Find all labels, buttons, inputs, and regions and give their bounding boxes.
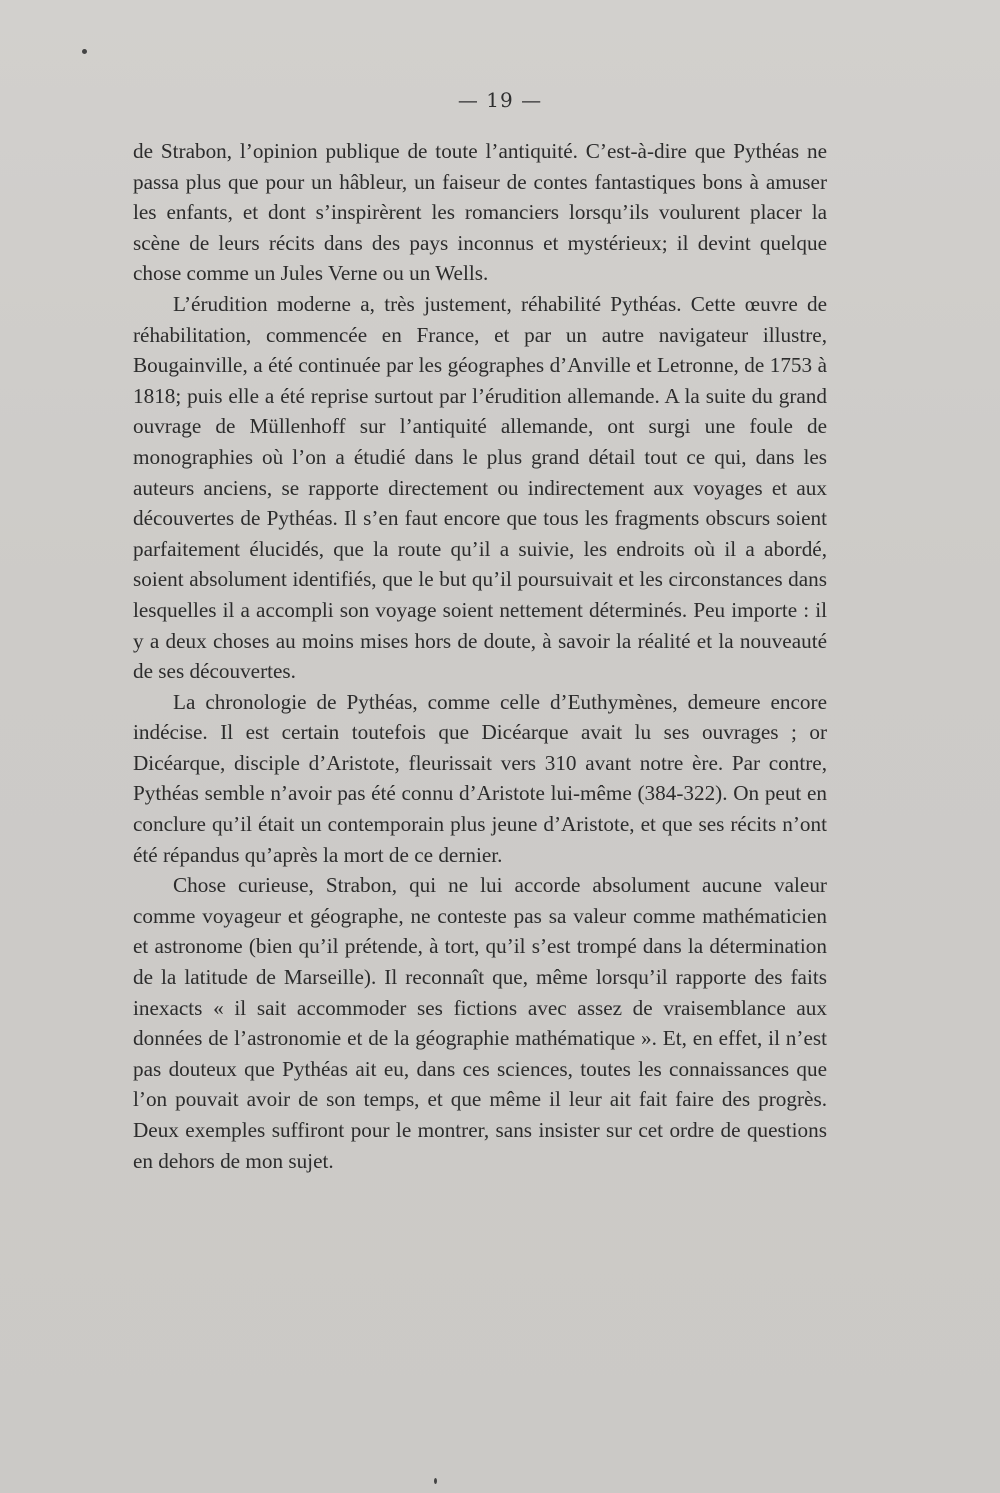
body-text [133,136,827,1176]
page-number: — 19 — [457,88,543,112]
paragraph: La chronologie de Pythéas, comme celle d’Euthymènes, demeure encore indécise. Il est certain toutefois que Dicéarque avait lu ses ouvrages ; or Dicéarque, disciple d’Aristote, fleurissait vers 310 avant notre ère. Par contre, Pythéas semble n’avoir pas été connu d’Aristote lui-même (384-322). On peut en conclure qu’il était un contemporain plus jeune d’Aristote, et que ses récits n’ont été répandus qu’après la mort de ce dernier. [133,689,827,867]
ink-speck [82,49,87,54]
paragraph: Chose curieuse, Strabon, qui ne lui accorde absolument aucune valeur comme voyageur et géographe, ne conteste pas sa valeur comme mathématicien et astronome (bien qu’il prétende, à tort, qu’il s’est trompé dans la détermination de la latitude de Marseille). Il reconnaît que, même lorsqu’il rapporte des faits inexacts « il sait accommoder ses fictions avec assez de vraisemblance aux données de l’astronomie et de la géographie mathématique ». Et, en effet, il n’est pas douteux que Pythéas ait eu, dans ces sciences, toutes les connaissances que l’on pouvait avoir de son temps, et que même il leur ait fait faire des progrès. Deux exemples suffiront pour le montrer, sans insister sur cet ordre de questions en dehors de mon sujet. [133,873,827,1173]
paragraph: de Strabon, l’opinion publique de toute l’antiquité. C’est-à-dire que Pythéas ne passa plus que pour un hâbleur, un faiseur de contes fantastiques bons à amuser les enfants, et dont s’inspirèrent les romanciers lorsqu’ils voulurent placer la scène de leurs récits dans des pays inconnus et mystérieux; il devint quelque chose comme un Jules Verne ou un Wells. [133,139,827,286]
ink-speck [434,1478,437,1484]
paragraph: L’érudition moderne a, très justement, réhabilité Pythéas. Cette œuvre de réhabilitation, commencée en France, et par un autre navigateur illustre, Bougainville, a été continuée par les géographes d’Anville et Letronne, de 1753 à 1818; puis elle a été reprise surtout par l’érudition allemande. A la suite du grand ouvrage de Müllenhoff sur l’antiquité allemande, ont surgi une foule de monographies où l’on a étudié dans le plus grand détail tout ce qui, dans les auteurs anciens, se rapporte directement ou indirectement aux voyages et aux découvertes de Pythéas. Il s’en faut encore que tous les fragments obscurs soient parfaitement élucidés, que la route qu’il a suivie, les endroits où il a abordé, soient absolument identifiés, que le but qu’il poursuivait et les circonstances dans lesquelles il a accompli son voyage soient nettement déterminés. Peu importe : il y a deux choses au moins mises hors de doute, à savoir la réalité et la nouveauté de ses découvertes. [133,291,827,684]
